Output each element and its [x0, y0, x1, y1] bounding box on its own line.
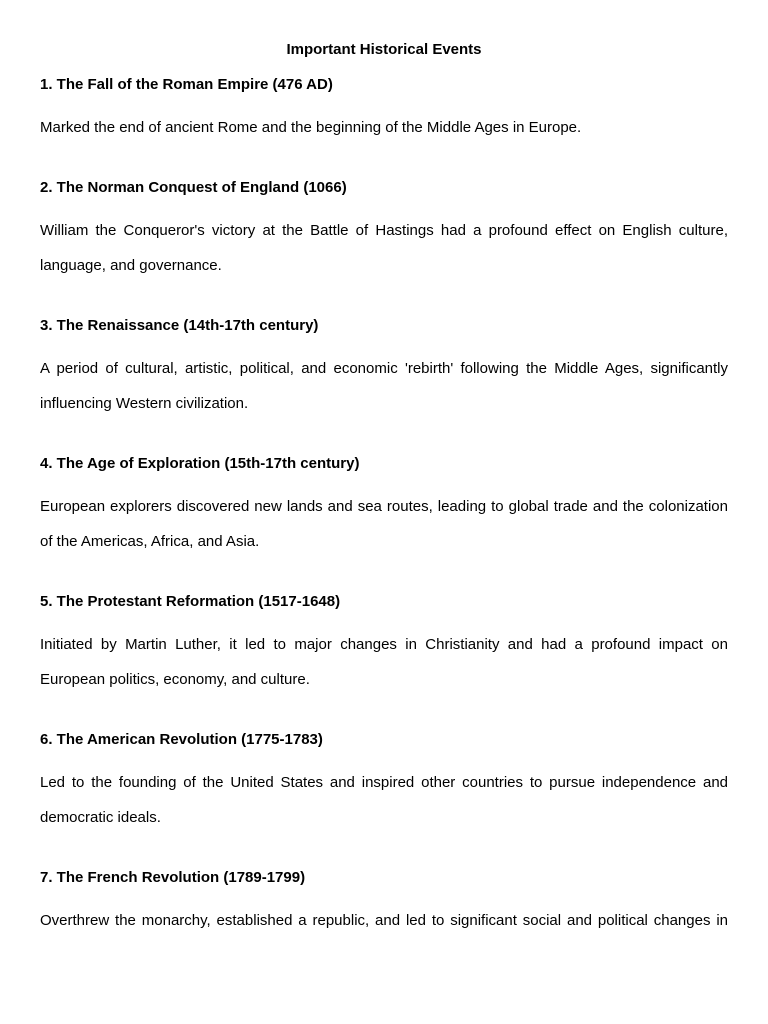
event-heading: 1. The Fall of the Roman Empire (476 AD)	[40, 76, 333, 93]
event-description: Marked the end of ancient Rome and the beginning of the Middle Ages in Europe.	[40, 119, 582, 136]
event-heading: 7. The French Revolution (1789-1799)	[40, 869, 306, 886]
event-entry	[40, 868, 728, 938]
event-heading: 4. The Age of Exploration (15th-17th century)	[40, 455, 360, 472]
event-entry	[40, 592, 728, 697]
event-description: Overthrew the monarchy, established a republic, and led to significant social and political changes in	[40, 912, 728, 929]
event-description: Led to the founding of the United States and inspired other countries to pursue independence and democratic ideals.	[40, 774, 728, 826]
event-heading: 6. The American Revolution (1775-1783)	[40, 731, 323, 748]
event-entry	[40, 730, 728, 835]
event-description: William the Conqueror's victory at the Battle of Hastings had a profound effect on English culture, language, and governance.	[40, 222, 728, 274]
event-entry	[40, 454, 728, 559]
event-entry	[40, 75, 728, 145]
event-entry	[40, 316, 728, 421]
event-entry	[40, 178, 728, 283]
event-description: A period of cultural, artistic, political, and economic 'rebirth' following the Middle Ages, significantly influencing Western civilization.	[40, 360, 728, 412]
event-description: Initiated by Martin Luther, it led to major changes in Christianity and had a profound impact on European politics, economy, and culture.	[40, 636, 728, 688]
event-heading: 5. The Protestant Reformation (1517-1648)	[40, 593, 341, 610]
event-description: European explorers discovered new lands and sea routes, leading to global trade and the colonization of the Americas, Africa, and Asia.	[40, 498, 728, 550]
document-title: Important Historical Events	[286, 41, 482, 58]
event-heading: 3. The Renaissance (14th-17th century)	[40, 317, 319, 334]
event-heading: 2. The Norman Conquest of England (1066)	[40, 179, 347, 196]
